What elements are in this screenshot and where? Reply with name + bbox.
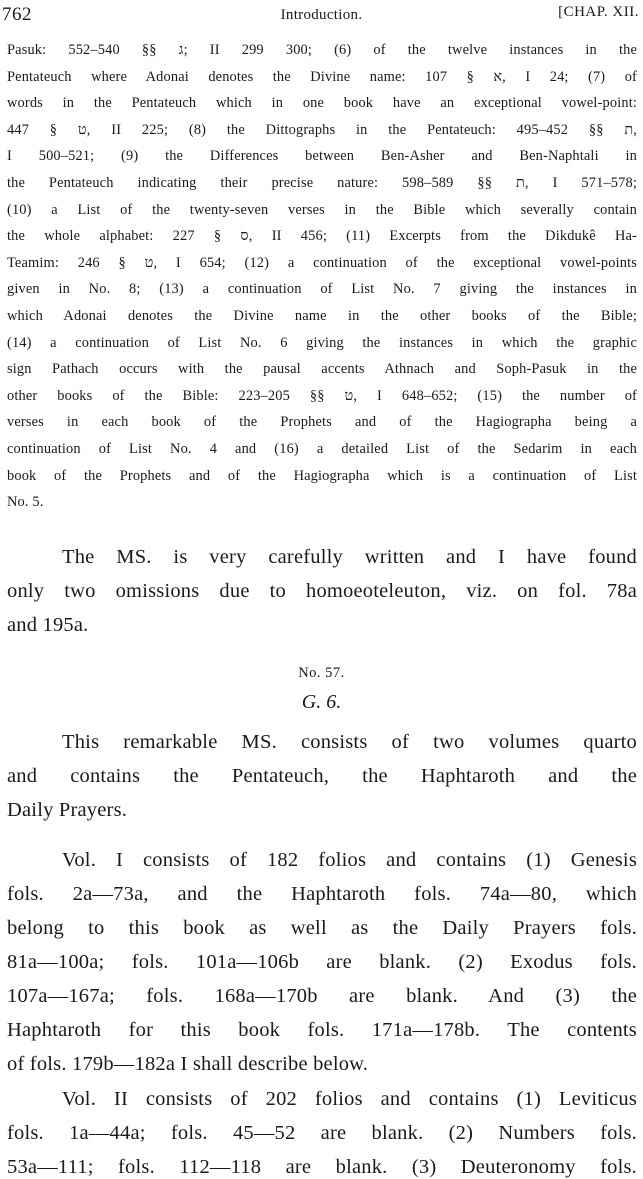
text-line: the whole alphabet: ס § 227, II 456; (11) Excerpts from the Dikdukê Ha- (7, 228, 637, 245)
text-line: No. 5. (7, 494, 44, 511)
paragraph-line: 53a—111; fols. 112—118 are blank. (3) Deuteronomy fols. (7, 1156, 637, 1178)
paragraph-line: 81a—100a; fols. 101a—106b are blank. (2) Exodus fols. (7, 951, 637, 973)
text-line: Pentateuch where Adonai denotes the Divine name: א § 107, I 24; (7) of (7, 68, 637, 85)
text-line: (14) a continuation of List No. 6 giving the instances in which the graphic (7, 334, 637, 351)
paragraph-line: Haphtaroth for this book fols. 171a—178b. The contents (7, 1019, 637, 1041)
text-line: Teamim: ט § 246, I 654; (12) a continuation of the exceptional vowel-points (7, 254, 637, 271)
text-line: continuation of List No. 4 and (16) a detailed List of the Sedarim in each (7, 440, 637, 457)
paragraph-line: of fols. 179b—182a I shall describe below. (7, 1053, 369, 1075)
text-line: the Pentateuch indicating their precise nature: ת §§ 589–598, I 571–578; (7, 174, 637, 191)
ms-number-heading: No. 57. (298, 665, 345, 681)
text-line: other books of the Bible: ט §§ 205–223, I 648–652; (15) the number of (7, 387, 637, 404)
paragraph-line: and 195a. (7, 614, 89, 636)
text-line: ט § 447, II 225; (8) the Dittographs in the Pentateuch: ת §§ 452–495, (7, 121, 637, 138)
paragraph-line: only two omissions due to homoeoteleuton, viz. on fol. 78a (7, 580, 637, 602)
paragraph-line: fols. 1a—44a; fols. 45—52 are blank. (2) Numbers fols. (7, 1122, 637, 1144)
paragraph-line: Vol. I consists of 182 folios and contains (1) Genesis (62, 849, 637, 871)
paragraph-line: This remarkable MS. consists of two volumes quarto (62, 731, 637, 753)
text-line: (10) a List of the twenty-seven verses in the Bible which severally contain (7, 201, 637, 218)
small-print-paragraph (7, 37, 637, 516)
paragraph-line: Daily Prayers. (7, 799, 128, 821)
text-line: which Adonai denotes the Divine name in the other books of the Bible; (7, 307, 637, 324)
text-line: Pasuk: ג §§ 540–552; II 299 300; (6) of the twelve instances in the (7, 42, 637, 58)
page-number: 762 (2, 4, 32, 25)
paragraph-line: and contains the Pentateuch, the Haphtaroth and the (7, 765, 637, 787)
paragraph-line: Vol. II consists of 202 folios and contains (1) Leviticus (62, 1088, 637, 1110)
paragraph-line: The MS. is very carefully written and I have found (62, 546, 637, 568)
text-line: given in No. 8; (13) a continuation of List No. 7 giving the instances in (7, 281, 637, 298)
running-title: Introduction. (280, 7, 363, 23)
paragraph-line: 107a—167a; fols. 168a—170b are blank. And (3) the (7, 985, 637, 1007)
text-line: words in the Pentateuch which in one book have an exceptional vowel-point: (7, 95, 637, 112)
running-head (0, 4, 643, 28)
text-line: verses in each book of the Prophets and of the Hagiographa being a (7, 414, 637, 431)
text-line: book of the Prophets and of the Hagiographa which is a continuation of List (7, 467, 637, 484)
paragraph-line: belong to this book as well as the Daily Prayers fols. (7, 917, 637, 939)
paragraph-line: fols. 2a—73a, and the Haphtaroth fols. 74a—80, which (7, 883, 637, 905)
shelf-mark-heading: G. 6. (301, 691, 342, 713)
text-line: I 500–521; (9) the Differences between Ben-Asher and Ben-Naphtali in (7, 148, 637, 165)
text-line: sign Pathach occurs with the pausal accents Athnach and Soph-Pasuk in the (7, 361, 637, 378)
chapter-label: [CHAP. XII. (558, 4, 639, 20)
